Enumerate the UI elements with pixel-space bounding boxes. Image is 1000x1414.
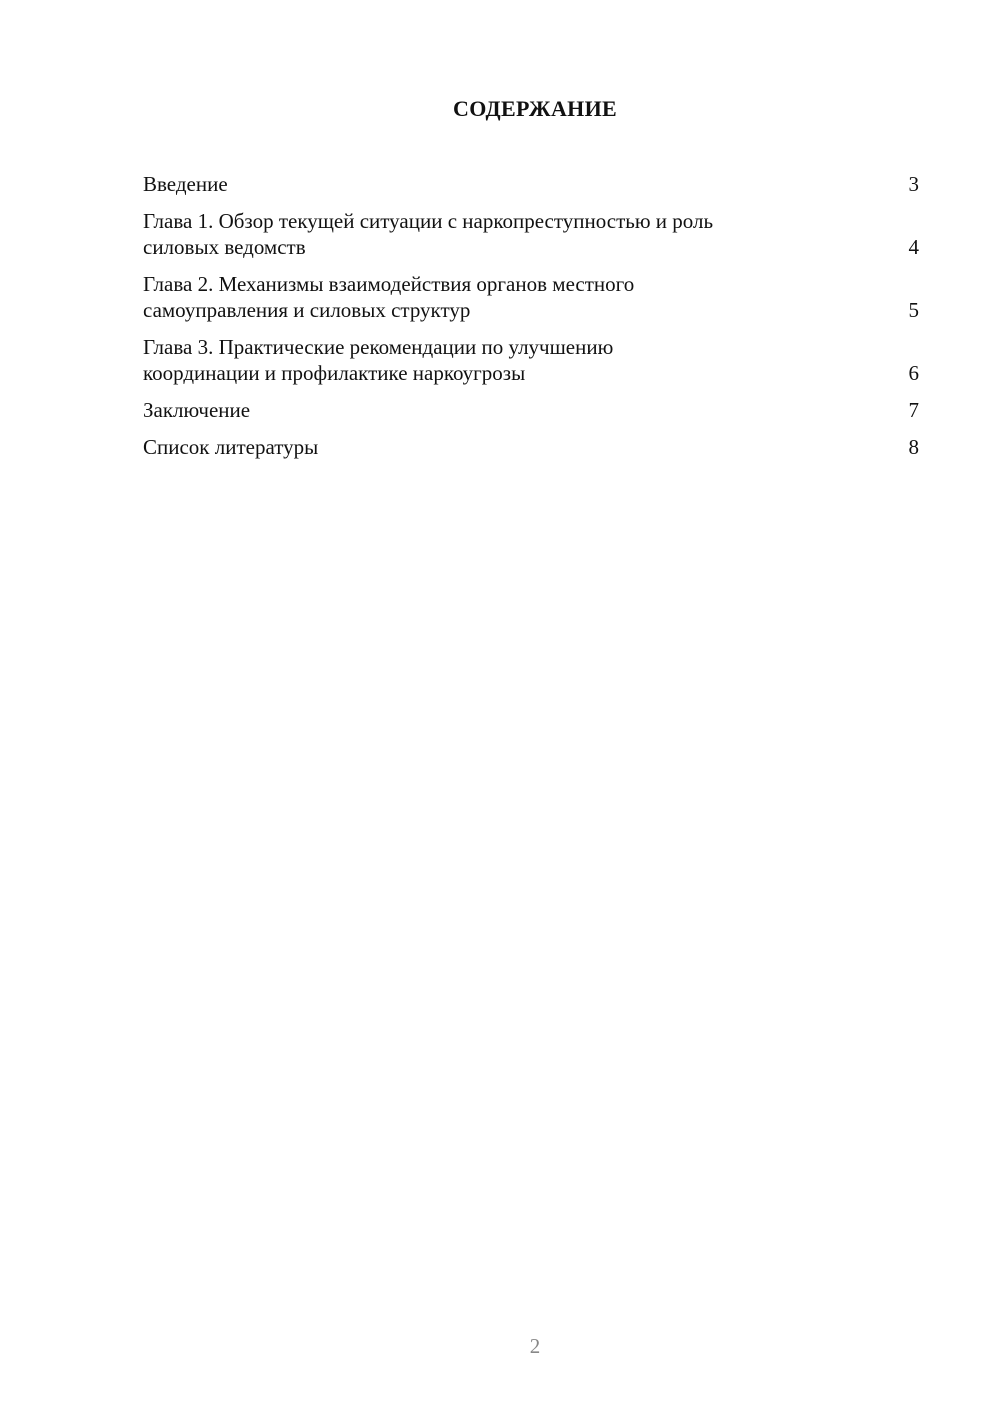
page-number: 2 (529, 1334, 541, 1358)
toc-entry-page: 7 (908, 398, 919, 422)
toc-entry-label: Глава 2. Механизмы взаимодействия органов местного самоуправления и силовых структур (143, 272, 635, 322)
toc-entry-introduction[interactable] (143, 171, 919, 197)
toc-entry-label: Заключение (143, 398, 251, 422)
toc-entry-page: 6 (908, 361, 919, 385)
toc-entry-chapter-3[interactable] (143, 334, 919, 386)
toc-entry-page: 3 (908, 172, 919, 196)
page-title: СОДЕРЖАНИЕ (453, 96, 617, 121)
toc-entry-page: 4 (908, 235, 919, 259)
toc-entry-page: 5 (908, 298, 919, 322)
toc-entry-label: Глава 3. Практические рекомендации по улучшению координации и профилактике наркоугрозы (143, 335, 614, 385)
toc-entry-chapter-1[interactable] (143, 208, 919, 260)
toc-entry-chapter-2[interactable] (143, 271, 919, 323)
toc-entry-label: Список литературы (143, 435, 319, 459)
toc-entry-conclusion[interactable] (143, 397, 919, 423)
toc-entry-label: Глава 1. Обзор текущей ситуации с наркопреступностью и роль силовых ведомств (143, 209, 714, 259)
toc-entry-references[interactable] (143, 434, 919, 460)
toc-entry-label: Введение (143, 172, 228, 196)
toc-entry-page: 8 (908, 435, 919, 459)
table-of-contents (143, 171, 919, 471)
